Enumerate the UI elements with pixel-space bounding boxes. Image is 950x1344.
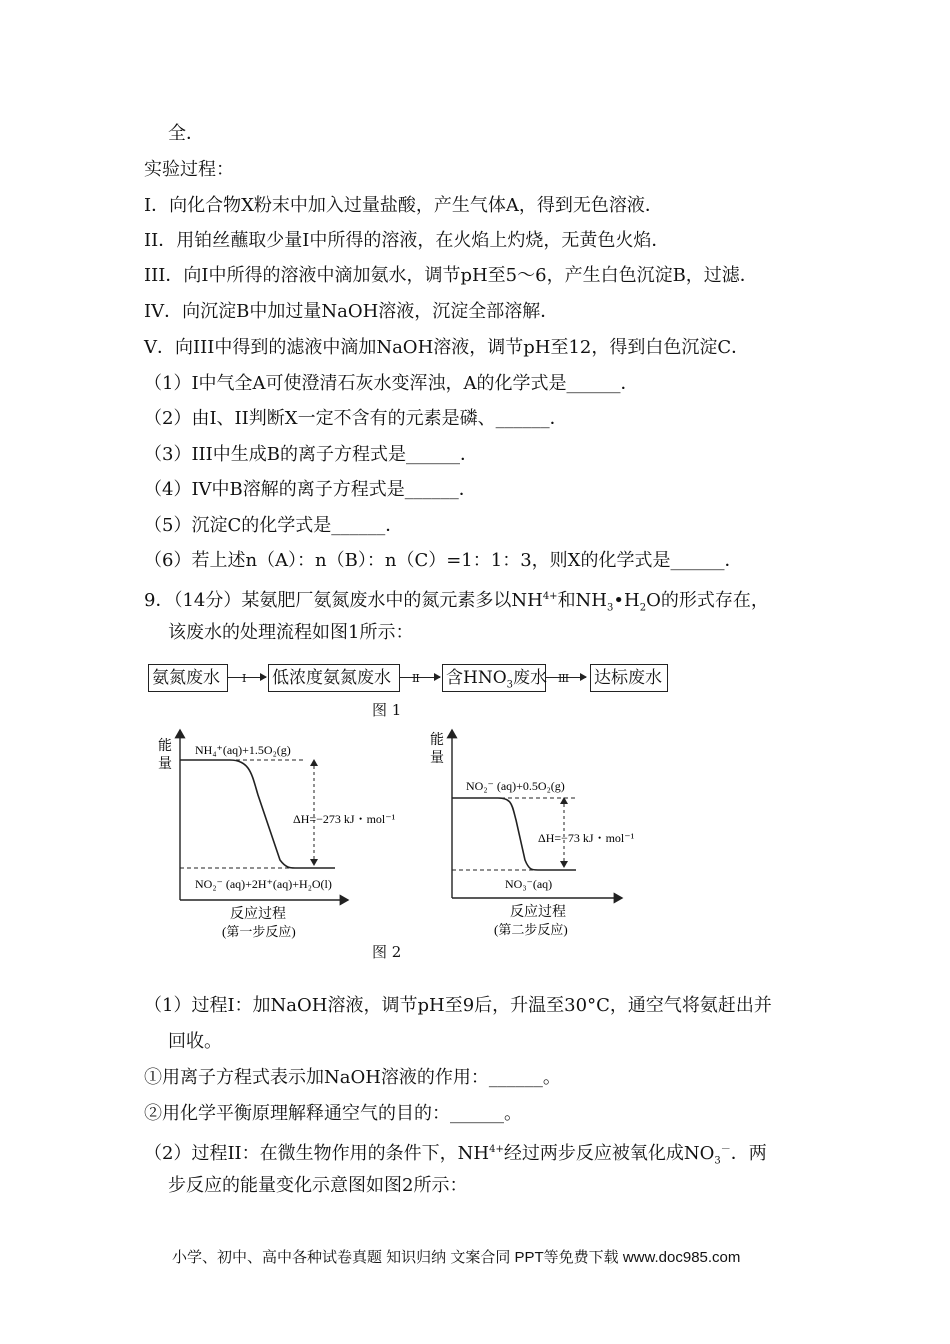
text-line: 实验过程： [144, 159, 234, 180]
flow-box-3: 含$HNO_3$废水 [442, 664, 546, 692]
energy-diagrams [150, 720, 670, 945]
flow-diagram [148, 664, 668, 694]
svg-text:NO₂⁻ (aq)+0.5O₂(g): NO₂⁻ (aq)+0.5O₂(g) [466, 779, 565, 793]
energy-diagram-step1 [158, 730, 396, 939]
svg-text:反应过程: 反应过程 [510, 905, 566, 920]
sub-question-4: （4）IV中B溶解的离子方程式是______． [144, 479, 477, 500]
flow-box-1: 氨氮废水 [148, 664, 228, 692]
arrow-icon: II [400, 677, 440, 678]
sub-question-1: （1）I中气全A可使澄清石灰水变浑浊，A的化学式是______． [144, 373, 639, 394]
text-line: III．向I中所得的溶液中滴加氨水，调节pH至5～6，产生白色沉淀B，过滤． [144, 265, 758, 286]
figure-2-caption: 图 2 [372, 943, 402, 961]
text-line: 回收。 [168, 1031, 222, 1052]
flow-box-4: 达标废水 [590, 664, 668, 692]
svg-text:NO₂⁻ (aq)+2H⁺(aq)+H₂O(l): NO₂⁻ (aq)+2H⁺(aq)+H₂O(l) [195, 877, 332, 891]
svg-text:能: 能 [430, 733, 444, 748]
svg-text:(第二步反应): (第二步反应) [494, 922, 568, 937]
flow-box-2: 低浓度氨氮废水 [268, 664, 400, 692]
arrow-icon: III [546, 677, 586, 678]
svg-text:反应过程: 反应过程 [230, 907, 286, 922]
svg-text:ΔH=−273 kJ・mol⁻¹: ΔH=−273 kJ・mol⁻¹ [293, 812, 396, 826]
page-footer: 小学、初中、高中各种试卷真题 知识归纳 文案合同 PPT等免费下载 www.doc985.com [172, 1249, 741, 1266]
arrow-icon: I [228, 677, 266, 678]
text-line: ①用离子方程式表示加NaOH溶液的作用：______。 [144, 1067, 561, 1088]
text-line: II．用铂丝蘸取少量I中所得的溶液，在火焰上灼烧，无黄色火焰． [144, 230, 670, 251]
text-line: 步反应的能量变化示意图如图2所示： [168, 1175, 468, 1196]
question-9-heading: 9．（14分）某氨肥厂氨氮废水中的氮元素多以$NH^{4+}$和$NH_3•H_2O$的形式存在， [144, 590, 769, 614]
svg-text:(第一步反应): (第一步反应) [222, 924, 296, 939]
sub-question-3: （3）III中生成B的离子方程式是______． [144, 444, 479, 465]
text-line: IV．向沉淀B中加过量NaOH溶液，沉淀全部溶解． [144, 301, 559, 322]
sub-question-2: （2）由I、II判断X一定不含有的元素是磷、______． [144, 408, 568, 429]
sub-question-9-1: （1）过程I：加NaOH溶液，调节pH至9后，升温至30°C，通空气将氨赶出并 [144, 995, 772, 1016]
svg-text:NO₃⁻(aq): NO₃⁻(aq) [505, 877, 553, 891]
energy-diagram-step2 [430, 730, 635, 937]
text-line: 该废水的处理流程如图1所示： [168, 622, 414, 643]
svg-text:量: 量 [430, 751, 444, 766]
svg-text:量: 量 [158, 757, 172, 772]
sub-question-5: （5）沉淀C的化学式是______． [144, 515, 404, 536]
text-line: 全． [168, 123, 204, 144]
svg-text:能: 能 [158, 739, 172, 754]
svg-text:ΔH=−73 kJ・mol⁻¹: ΔH=−73 kJ・mol⁻¹ [538, 831, 635, 845]
text-line: V．向III中得到的滤液中滴加NaOH溶液，调节pH至12，得到白色沉淀C． [144, 337, 750, 358]
text-line: ②用化学平衡原理解释通空气的目的：______。 [144, 1103, 522, 1124]
text-line: I．向化合物X粉末中加入过量盐酸，产生气体A，得到无色溶液． [144, 195, 663, 216]
svg-text:NH₄⁺(aq)+1.5O₂(g): NH₄⁺(aq)+1.5O₂(g) [195, 743, 291, 757]
figure-1-caption: 图 1 [372, 701, 402, 719]
sub-question-6: （6）若上述n（A）：n（B）：n（C）=1：1：3，则X的化学式是______． [144, 550, 743, 571]
sub-question-9-2: （2）过程II：在微生物作用的条件下，$NH^{4+}$经过两步反应被氧化成$NO_3^-$．两 [144, 1143, 767, 1167]
